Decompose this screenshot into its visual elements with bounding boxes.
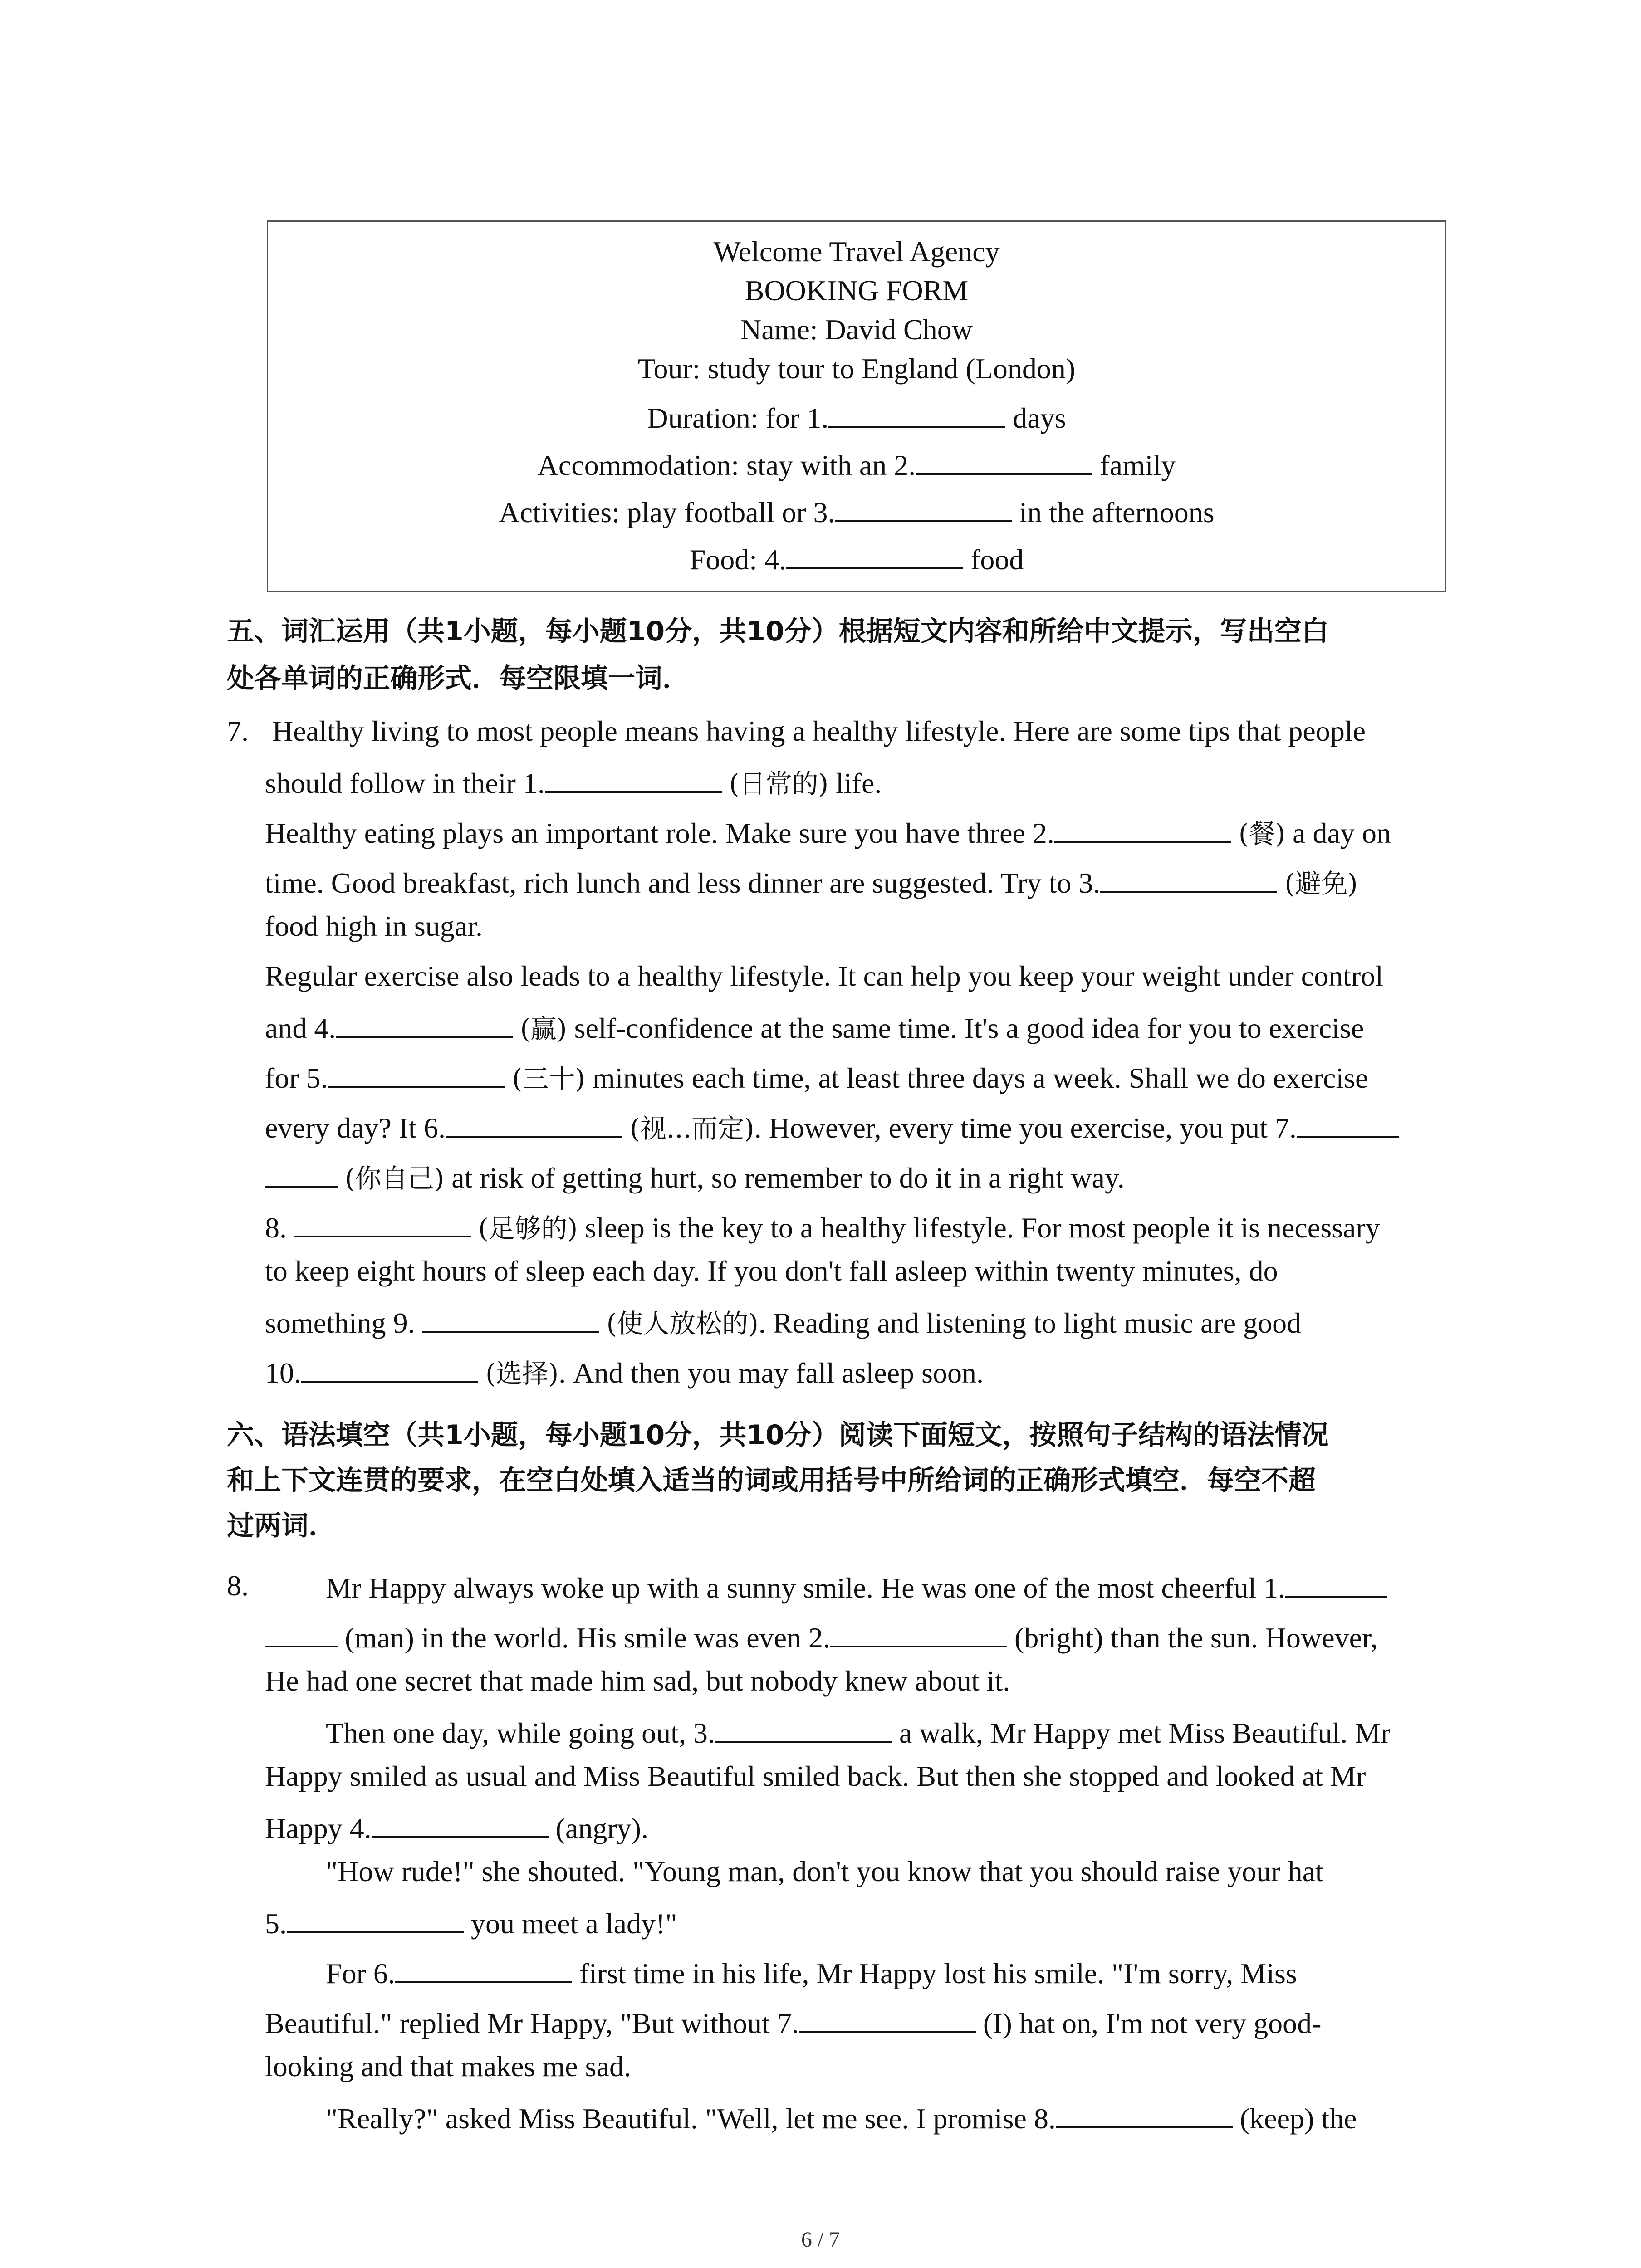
- form-agency: Welcome Travel Agency: [713, 235, 1000, 268]
- chinese-hint: (三十): [512, 1063, 585, 1094]
- passage-line: for 5. (三十) minutes each time, at least three days a week. Shall we do exercise: [265, 1058, 1368, 1097]
- answer-blank[interactable]: [294, 1207, 471, 1237]
- passage-line: Regular exercise also leads to a healthy lifestyle. It can help you keep your weight under control: [265, 960, 1383, 992]
- chinese-hint: (日常的): [729, 768, 829, 799]
- answer-blank[interactable]: [1054, 813, 1231, 843]
- chinese-hint: (足够的): [478, 1213, 578, 1244]
- answer-blank[interactable]: [715, 1713, 892, 1743]
- answer-blank[interactable]: [1285, 1568, 1387, 1598]
- passage-line: looking and that makes me sad.: [265, 2050, 631, 2082]
- answer-blank[interactable]: [799, 2003, 976, 2033]
- passage-line: Healthy eating plays an important role. Make sure you have three 2. (餐) a day on: [265, 813, 1391, 852]
- passage-line: Mr Happy always woke up with a sunny smile. He was one of the most cheerful 1.: [326, 1568, 1387, 1606]
- chinese-hint: (餐): [1238, 818, 1286, 849]
- form-accommodation-tail: family: [1092, 449, 1176, 481]
- page-number: 6 / 7: [801, 2228, 840, 2252]
- form-food-label: Food: 4.: [689, 543, 787, 576]
- form-activities-label: Activities: play football or 3.: [499, 496, 835, 528]
- answer-blank[interactable]: [395, 1953, 572, 1983]
- passage-line: to keep eight hours of sleep each day. If you don't fall asleep within twenty minutes, do: [265, 1255, 1278, 1287]
- chinese-hint: (选择): [485, 1358, 559, 1389]
- form-activities: [268, 492, 1445, 531]
- form-activities-tail: in the afternoons: [1012, 496, 1215, 528]
- answer-blank[interactable]: [328, 1058, 505, 1088]
- answer-blank[interactable]: [786, 539, 963, 569]
- section6-header-line1: 六、语法填空（共1小题，每小题10分，共10分）阅读下面短文，按照句子结构的语法情况: [227, 1419, 1329, 1451]
- answer-blank[interactable]: [265, 1158, 338, 1188]
- chinese-hint: (避免): [1284, 868, 1358, 899]
- passage-line: Beautiful." replied Mr Happy, "But without 7. (I) hat on, I'm not very good-: [265, 2003, 1321, 2042]
- form-tour: Tour: study tour to England (London): [637, 352, 1076, 385]
- passage-line: every day? It 6. (视...而定). However, every time you exercise, you put 7.: [265, 1108, 1399, 1147]
- passage-line: Happy smiled as usual and Miss Beautiful smiled back. But then she stopped and looked at Mr: [265, 1760, 1366, 1792]
- answer-blank[interactable]: [287, 1903, 464, 1933]
- question-number: 8.: [227, 1569, 249, 1602]
- answer-blank[interactable]: [336, 1008, 513, 1038]
- passage-line: 8. (足够的) sleep is the key to a healthy lifestyle. For most people it is necessary: [265, 1207, 1380, 1246]
- booking-form: [267, 220, 1446, 592]
- answer-blank[interactable]: [301, 1353, 478, 1383]
- form-accommodation-label: Accommodation: stay with an 2.: [537, 449, 916, 481]
- chinese-hint: (使人放松的): [606, 1308, 759, 1339]
- answer-blank[interactable]: [1100, 863, 1277, 893]
- section5-header-line1: 五、词汇运用（共1小题，每小题10分，共10分）根据短文内容和所给中文提示，写出空白: [227, 616, 1329, 647]
- passage-line: Healthy living to most people means having a healthy lifestyle. Here are some tips that people: [272, 715, 1366, 747]
- form-food-tail: food: [963, 543, 1024, 576]
- passage-line: 5. you meet a lady!": [265, 1903, 677, 1942]
- passage-line: Happy 4. (angry).: [265, 1808, 648, 1847]
- answer-blank[interactable]: [446, 1108, 622, 1138]
- chinese-hint: (赢): [520, 1013, 567, 1044]
- answer-blank[interactable]: [828, 398, 1005, 428]
- form-duration-unit: days: [1005, 402, 1066, 434]
- question-number: 7.: [227, 715, 249, 747]
- passage-line: For 6. first time in his life, Mr Happy lost his smile. "I'm sorry, Miss: [326, 1953, 1297, 1992]
- chinese-hint: (你自己): [345, 1163, 445, 1194]
- section6-header-line3: 过两词．: [227, 1510, 336, 1542]
- passage-line: and 4. (赢) self-confidence at the same time. It's a good idea for you to exercise: [265, 1008, 1364, 1047]
- passage-line: Then one day, while going out, 3. a walk, Mr Happy met Miss Beautiful. Mr: [326, 1713, 1390, 1751]
- chinese-hint: (视...而定): [630, 1113, 754, 1144]
- passage-line: "Really?" asked Miss Beautiful. "Well, let me see. I promise 8. (keep) the: [326, 2098, 1357, 2137]
- passage-line: something 9. (使人放松的). Reading and listening to light music are good: [265, 1303, 1301, 1342]
- answer-blank[interactable]: [372, 1808, 549, 1838]
- form-title: BOOKING FORM: [745, 274, 969, 307]
- form-food: [268, 539, 1445, 578]
- passage-line: should follow in their 1. (日常的) life.: [265, 763, 882, 802]
- passage-line: time. Good breakfast, rich lunch and less dinner are suggested. Try to 3. (避免): [265, 863, 1358, 902]
- section6-header-line2: 和上下文连贯的要求，在空白处填入适当的词或用括号中所给词的正确形式填空．每空不超: [227, 1465, 1316, 1496]
- section5-header-line2: 处各单词的正确形式．每空限填一词．: [227, 663, 690, 694]
- answer-blank[interactable]: [1297, 1108, 1399, 1138]
- form-duration-label: Duration: for 1.: [647, 402, 829, 434]
- form-name: Name: David Chow: [740, 313, 973, 346]
- form-accommodation: [268, 445, 1445, 484]
- passage-line: 10. (选择). And then you may fall asleep soon.: [265, 1353, 984, 1392]
- answer-blank[interactable]: [422, 1303, 599, 1333]
- answer-blank[interactable]: [835, 492, 1012, 522]
- answer-blank[interactable]: [916, 445, 1092, 475]
- answer-blank[interactable]: [545, 763, 722, 793]
- answer-blank[interactable]: [830, 1618, 1007, 1647]
- form-duration: [268, 398, 1445, 436]
- passage-line: He had one secret that made him sad, but nobody knew about it.: [265, 1665, 1010, 1697]
- passage-line: (man) in the world. His smile was even 2. (bright) than the sun. However,: [265, 1618, 1378, 1656]
- answer-blank[interactable]: [265, 1618, 338, 1647]
- passage-line: "How rude!" she shouted. "Young man, don't you know that you should raise your hat: [326, 1855, 1323, 1887]
- passage-line: food high in sugar.: [265, 910, 483, 942]
- answer-blank[interactable]: [1056, 2098, 1233, 2128]
- passage-line: (你自己) at risk of getting hurt, so remember to do it in a right way.: [265, 1158, 1125, 1197]
